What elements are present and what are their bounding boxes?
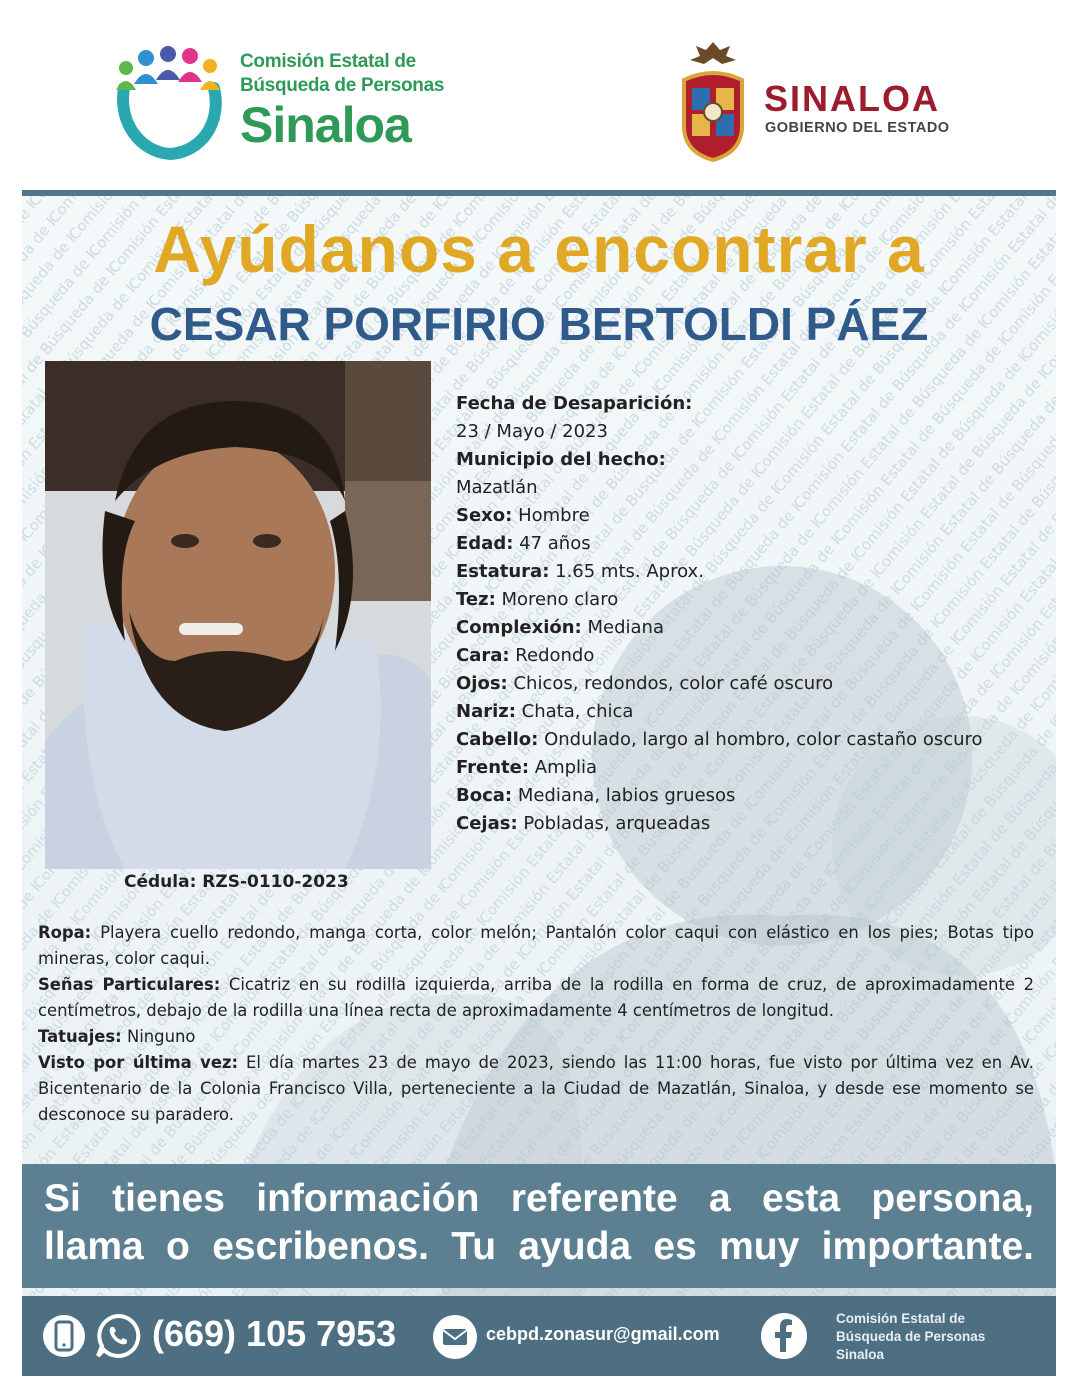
- ropa-label: Ropa:: [38, 923, 92, 942]
- detail-label-fecha: Fecha de Desaparición:: [456, 393, 693, 414]
- senas-value: Cicatriz en su rodilla izquierda, arriba de la rodilla en forma de cruz, de aproximadamente 2 centímetros, debajo de la rodilla una línea recta de aproximadamente 4 centímetros de longitud.: [38, 975, 1034, 1020]
- detail-label-ojos: Ojos:: [456, 673, 508, 694]
- detail-value-nariz: Chata, chica: [515, 701, 634, 722]
- clothing-paragraph: [38, 920, 1034, 972]
- detail-value-cabello: Ondulado, largo al hombro, color castaño oscuro: [538, 729, 983, 750]
- detail-label-boca: Boca:: [456, 785, 513, 806]
- detail-label-edad: Edad:: [456, 533, 514, 554]
- whatsapp-icon[interactable]: [94, 1312, 142, 1360]
- detail-value-complexion: Mediana: [581, 617, 664, 638]
- facebook-icon[interactable]: [760, 1312, 808, 1360]
- tattoos-paragraph: [38, 1024, 1034, 1050]
- detail-label-cejas: Cejas:: [456, 813, 518, 834]
- email-icon: [432, 1314, 478, 1360]
- last-seen-paragraph: [38, 1050, 1034, 1128]
- cedula-id: Cédula: RZS-0110-2023: [124, 872, 349, 892]
- detail-value-sexo: Hombre: [512, 505, 590, 526]
- detail-label-nariz: Nariz:: [456, 701, 516, 722]
- marks-paragraph: [38, 972, 1034, 1024]
- contact-phone[interactable]: (669) 105 7953: [152, 1313, 397, 1354]
- ropa-value: Playera cuello redondo, manga corta, color melón; Pantalón color caqui con elástico en los pies; Botas tipo mineras, color caqui.: [38, 923, 1034, 968]
- detail-label-cabello: Cabello:: [456, 729, 539, 750]
- search-poster: [22, 18, 1056, 1376]
- ceb-brand-line3: Sinaloa: [240, 97, 411, 153]
- fb-line1: Comisión Estatal de: [836, 1311, 966, 1326]
- cta-line2: llama o escribenos. Tu ayuda es muy importante.: [44, 1225, 1034, 1268]
- detail-label-frente: Frente:: [456, 757, 530, 778]
- missing-person-name: CESAR PORFIRIO BERTOLDI PÁEZ: [149, 298, 929, 350]
- ceb-brand-text: [240, 50, 480, 152]
- poster-header: [22, 18, 1056, 190]
- detail-label-tez: Tez:: [456, 589, 496, 610]
- visto-label: Visto por última vez:: [38, 1053, 239, 1072]
- ceb-brand-line2: Búsqueda de Personas: [240, 75, 445, 96]
- ceb-brand-line1: Comisión Estatal de: [240, 51, 416, 72]
- sinaloa-shield-icon: [676, 40, 750, 164]
- detail-label-sexo: Sexo:: [456, 505, 513, 526]
- detail-value-cara: Redondo: [509, 645, 595, 666]
- cta-line1: Si tienes información referente a esta persona,: [44, 1177, 1034, 1220]
- portrait-image: [45, 361, 431, 869]
- call-to-action-banner: [22, 1164, 1056, 1288]
- tatuajes-value: Ninguno: [121, 1027, 196, 1046]
- tatuajes-label: Tatuajes:: [38, 1027, 122, 1046]
- senas-label: Señas Particulares:: [38, 975, 221, 994]
- detail-label-estatura: Estatura:: [456, 561, 550, 582]
- phone-icon: [42, 1314, 86, 1358]
- fb-line2: Búsqueda de Personas: [836, 1329, 986, 1344]
- detail-value-estatura: 1.65 mts. Aprox.: [549, 561, 704, 582]
- detail-value-tez: Moreno claro: [495, 589, 619, 610]
- missing-person-photo: [45, 361, 431, 869]
- visto-value: El día martes 23 de mayo de 2023, siendo las 11:00 horas, fue visto por última vez en Av. Bicentenario de la Colonia Francisco Villa, perteneciente a la Ciudad de Mazatlán, Sinaloa, y desde ese momento se desconoce su paradero.: [38, 1053, 1034, 1124]
- detail-value-fecha: 23 / Mayo / 2023: [456, 421, 608, 442]
- detail-value-frente: Amplia: [529, 757, 598, 778]
- detail-value-boca: Mediana, labios gruesos: [512, 785, 736, 806]
- fb-line3: Sinaloa: [836, 1347, 885, 1362]
- detail-label-municipio: Municipio del hecho:: [456, 449, 666, 470]
- gov-subtitle: GOBIERNO DEL ESTADO: [765, 120, 950, 136]
- facebook-page-name[interactable]: [836, 1310, 985, 1364]
- detail-value-edad: 47 años: [513, 533, 591, 554]
- detail-label-complexion: Complexión:: [456, 617, 582, 638]
- contact-email[interactable]: cebpd.zonasur@gmail.com: [486, 1324, 720, 1344]
- detail-value-cejas: Pobladas, arqueadas: [517, 813, 711, 834]
- detail-label-cara: Cara:: [456, 645, 510, 666]
- person-details: [456, 390, 1046, 838]
- detail-value-municipio: Mazatlán: [456, 477, 538, 498]
- headline: Ayúdanos a encontrar a: [153, 212, 925, 286]
- contact-bar: [22, 1296, 1056, 1376]
- ceb-logo-icon: [110, 42, 230, 160]
- detail-value-ojos: Chicos, redondos, color café oscuro: [507, 673, 834, 694]
- gov-title: SINALOA: [764, 78, 940, 119]
